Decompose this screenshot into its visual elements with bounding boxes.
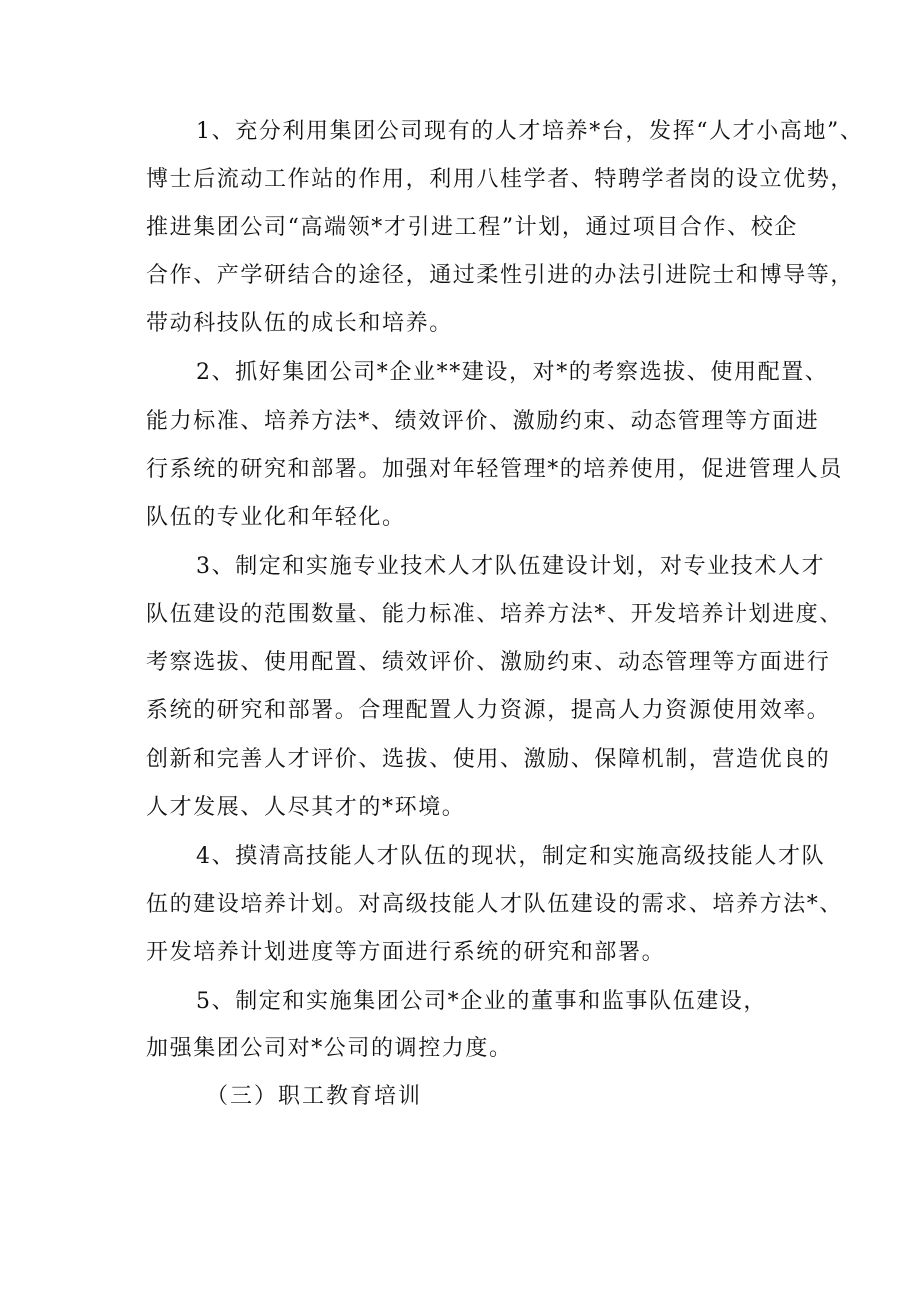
paragraph-4-line-3: 开发培养计划进度等方面进行系统的研究和部署。 [146, 940, 666, 965]
paragraph-1-line-3: 推进集团公司“高端领*才引进工程”计划，通过项目合作、校企 [146, 215, 798, 240]
paragraph-3-line-6: 人才发展、人尽其才的*环境。 [146, 795, 466, 820]
section-heading: （三）职工教育培训 [206, 1084, 423, 1109]
paragraph-4-line-1: 4、摸清高技能人才队伍的现状，制定和实施高级技能人才队 [196, 844, 826, 869]
paragraph-5-line-1: 5、制定和实施集团公司*企业的董事和监事队伍建设， [196, 989, 767, 1014]
paragraph-5-line-2: 加强集团公司对*公司的调控力度。 [146, 1036, 513, 1061]
paragraph-3-line-4: 系统的研究和部署。合理配置人力资源，提高人力资源使用效率。 [146, 698, 831, 723]
paragraph-2-line-3: 行系统的研究和部署。加强对年轻管理*的培养使用，促进管理人员 [146, 457, 844, 482]
paragraph-3-line-1: 3、制定和实施专业技术人才队伍建设计划，对专业技术人才 [196, 554, 826, 579]
paragraph-1-line-5: 带动科技队伍的成长和培养。 [146, 311, 453, 336]
paragraph-1-line-2: 博士后流动工作站的作用，利用八桂学者、特聘学者岗的设立优势， [146, 167, 855, 192]
paragraph-3-line-3: 考察选拔、使用配置、绩效评价、激励约束、动态管理等方面进行 [146, 650, 831, 675]
paragraph-2-line-2: 能力标准、培养方法*、绩效评价、激励约束、动态管理等方面进 [146, 409, 820, 434]
paragraph-2-line-1: 2、抓好集团公司*企业**建设，对*的考察选拔、使用配置、 [196, 360, 829, 385]
paragraph-3-line-2: 队伍建设的范围数量、能力标准、培养方法*、开发培养计划进度、 [146, 602, 844, 627]
paragraph-1-line-1: 1、充分利用集团公司现有的人才培养*台，发挥“人才小高地”、 [196, 119, 864, 144]
paragraph-3-line-5: 创新和完善人才评价、选拔、使用、激励、保障机制，营造优良的 [146, 747, 831, 772]
paragraph-1-line-4: 合作、产学研结合的途径，通过柔性引进的办法引进院士和博导等， [146, 263, 855, 288]
paragraph-4-line-2: 伍的建设培养计划。对高级技能人才队伍建设的需求、培养方法*、 [146, 892, 844, 917]
paragraph-2-line-4: 队伍的专业化和年轻化。 [146, 505, 406, 530]
